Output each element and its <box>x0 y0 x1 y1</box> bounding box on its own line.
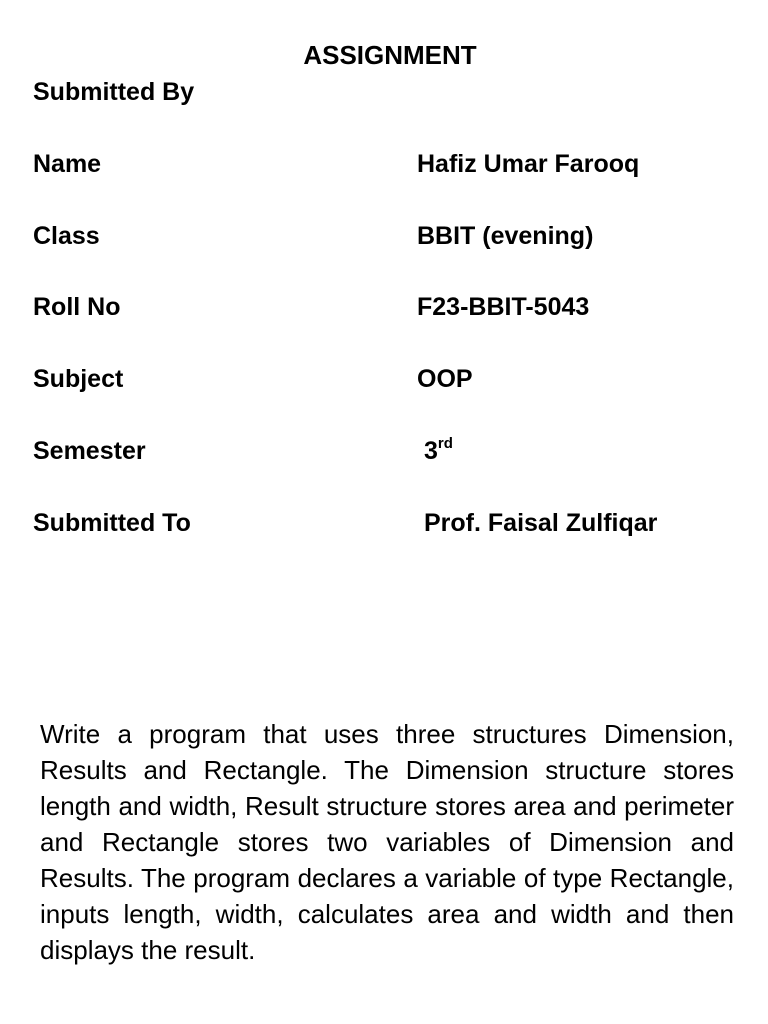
roll-no-label: Roll No <box>33 293 121 321</box>
field-row-name <box>0 150 768 184</box>
class-label: Class <box>33 222 100 250</box>
semester-number: 3 <box>424 437 438 465</box>
field-row-class <box>0 222 768 256</box>
semester-value <box>424 437 453 466</box>
submitted-to-label: Submitted To <box>33 509 191 537</box>
field-row-submitted-to <box>0 509 768 543</box>
name-value: Hafiz Umar Farooq <box>417 150 640 178</box>
field-row-subject <box>0 365 768 399</box>
subject-value: OOP <box>417 365 473 393</box>
name-label: Name <box>33 150 102 178</box>
submitted-to-value: Prof. Faisal Zulfiqar <box>424 509 658 537</box>
submitted-by-heading: Submitted By <box>33 78 195 106</box>
roll-no-value: F23-BBIT-5043 <box>417 293 590 321</box>
document-title: ASSIGNMENT <box>303 40 477 70</box>
assignment-description: Write a program that uses three structures Dimension, Results and Rectangle. The Dimension structure stores length and width, Result structure stores area and perimeter and Rectangle stores two variables of Dimension and Results. The program declares a variable of type Rectangle, inputs length, width, calculates area and width and then displays the result. <box>40 719 734 965</box>
semester-label: Semester <box>33 437 146 465</box>
field-row-roll-no <box>0 293 768 327</box>
field-row-semester <box>0 437 768 471</box>
semester-ordinal-suffix: rd <box>437 435 453 452</box>
subject-label: Subject <box>33 365 124 393</box>
class-value: BBIT (evening) <box>417 222 594 250</box>
